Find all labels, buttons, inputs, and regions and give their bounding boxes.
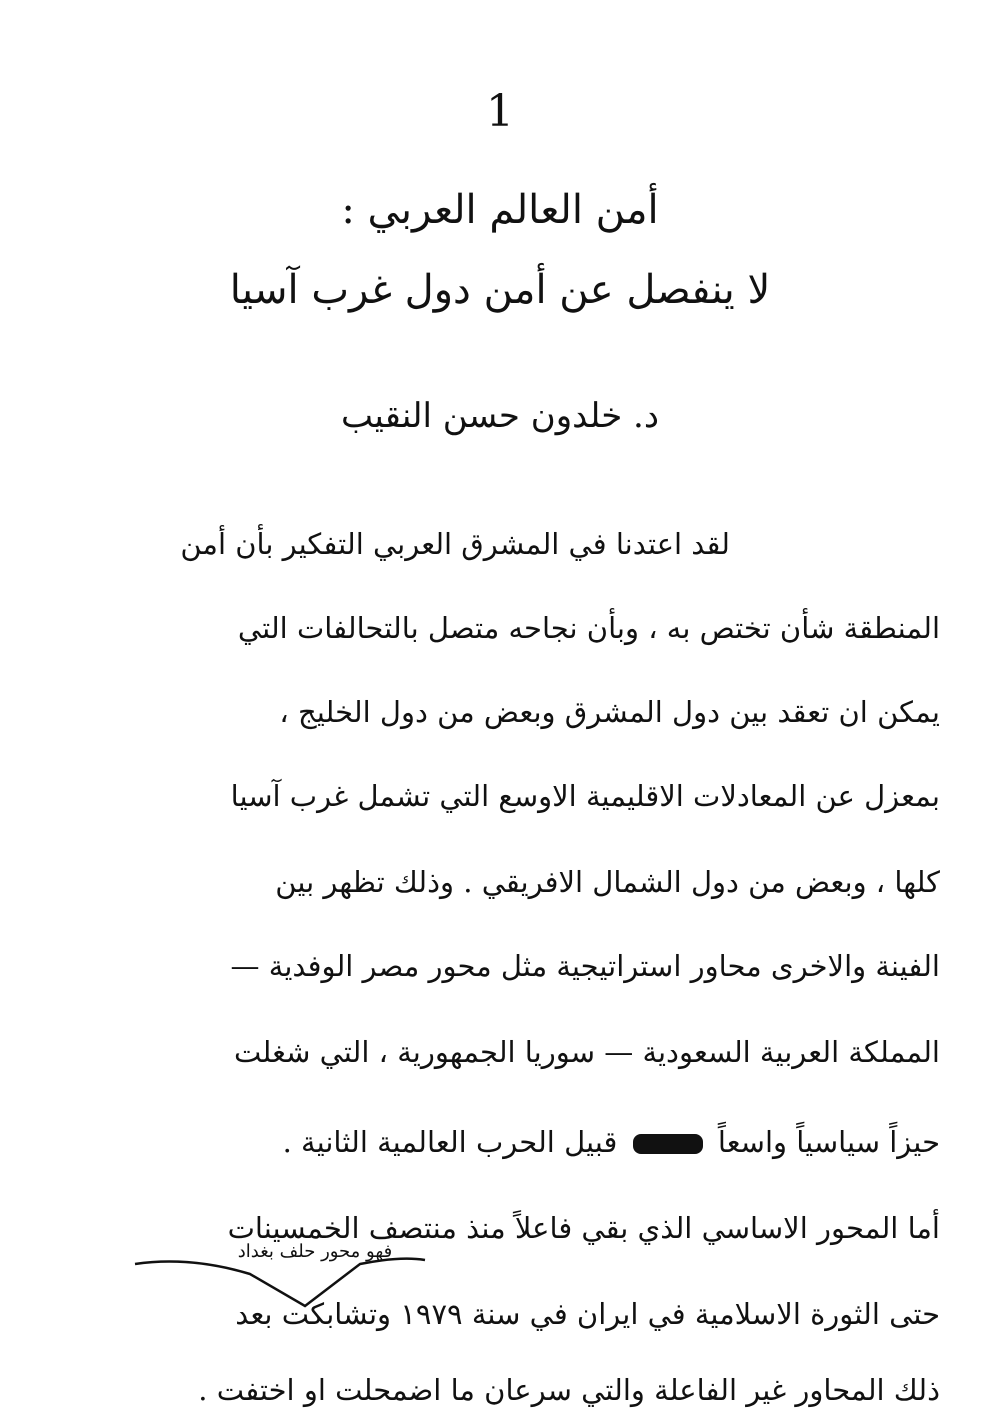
body-line-2: المنطقة شأن تختص به ، وبأن نجاحه متصل بالتحالفات التي: [237, 611, 940, 645]
body-line-8: [50, 1120, 940, 1164]
body-line-10: [50, 1292, 940, 1336]
body-line-3: يمكن ان تعقد بين دول المشرق وبعض من دول الخليج ،: [279, 695, 940, 729]
body-line-8-part-1: حيزاً سياسياً واسعاً: [717, 1125, 940, 1159]
body-line-10-part-2: وتشابكت بعد: [235, 1297, 392, 1331]
author-name: د. خلدون حسن النقيب: [340, 396, 660, 436]
body-line-5: كلها ، وبعض من دول الشمال الافريقي . وذلك تظهر بين: [275, 865, 940, 899]
body-line-8-part-2: قبيل الحرب العالمية الثانية .: [282, 1125, 618, 1159]
body-line-9: أما المحور الاساسي الذي بقي فاعلاً منذ منتصف الخمسينات: [227, 1211, 940, 1245]
title-line-2: لا ينفصل عن أمن دول غرب آسيا: [229, 267, 771, 313]
title-line-1: أمن العالم العربي :: [341, 187, 659, 233]
body-line-10-part-1: حتى الثورة الاسلامية في ايران في سنة ١٩٧٩: [400, 1297, 940, 1331]
body-line-6: الفينة والاخرى محاور استراتيجية مثل محور مصر الوفدية —: [230, 949, 940, 983]
body-line-7: المملكة العربية السعودية — سوريا الجمهورية ، التي شغلت: [234, 1035, 940, 1069]
body-line-11: ذلك المحاور غير الفاعلة والتي سرعان ما اضمحلت او اختفت .: [198, 1373, 940, 1407]
page-number: 1: [486, 86, 514, 137]
struck-out-word: [633, 1134, 703, 1154]
body-line-4: بمعزل عن المعادلات الاقليمية الاوسع التي تشمل غرب آسيا: [230, 779, 940, 813]
body-line-1: لقد اعتدنا في المشرق العربي التفكير بأن أمن: [180, 527, 730, 561]
marginal-insertion-note: فهو محور حلف بغداد: [237, 1241, 393, 1262]
